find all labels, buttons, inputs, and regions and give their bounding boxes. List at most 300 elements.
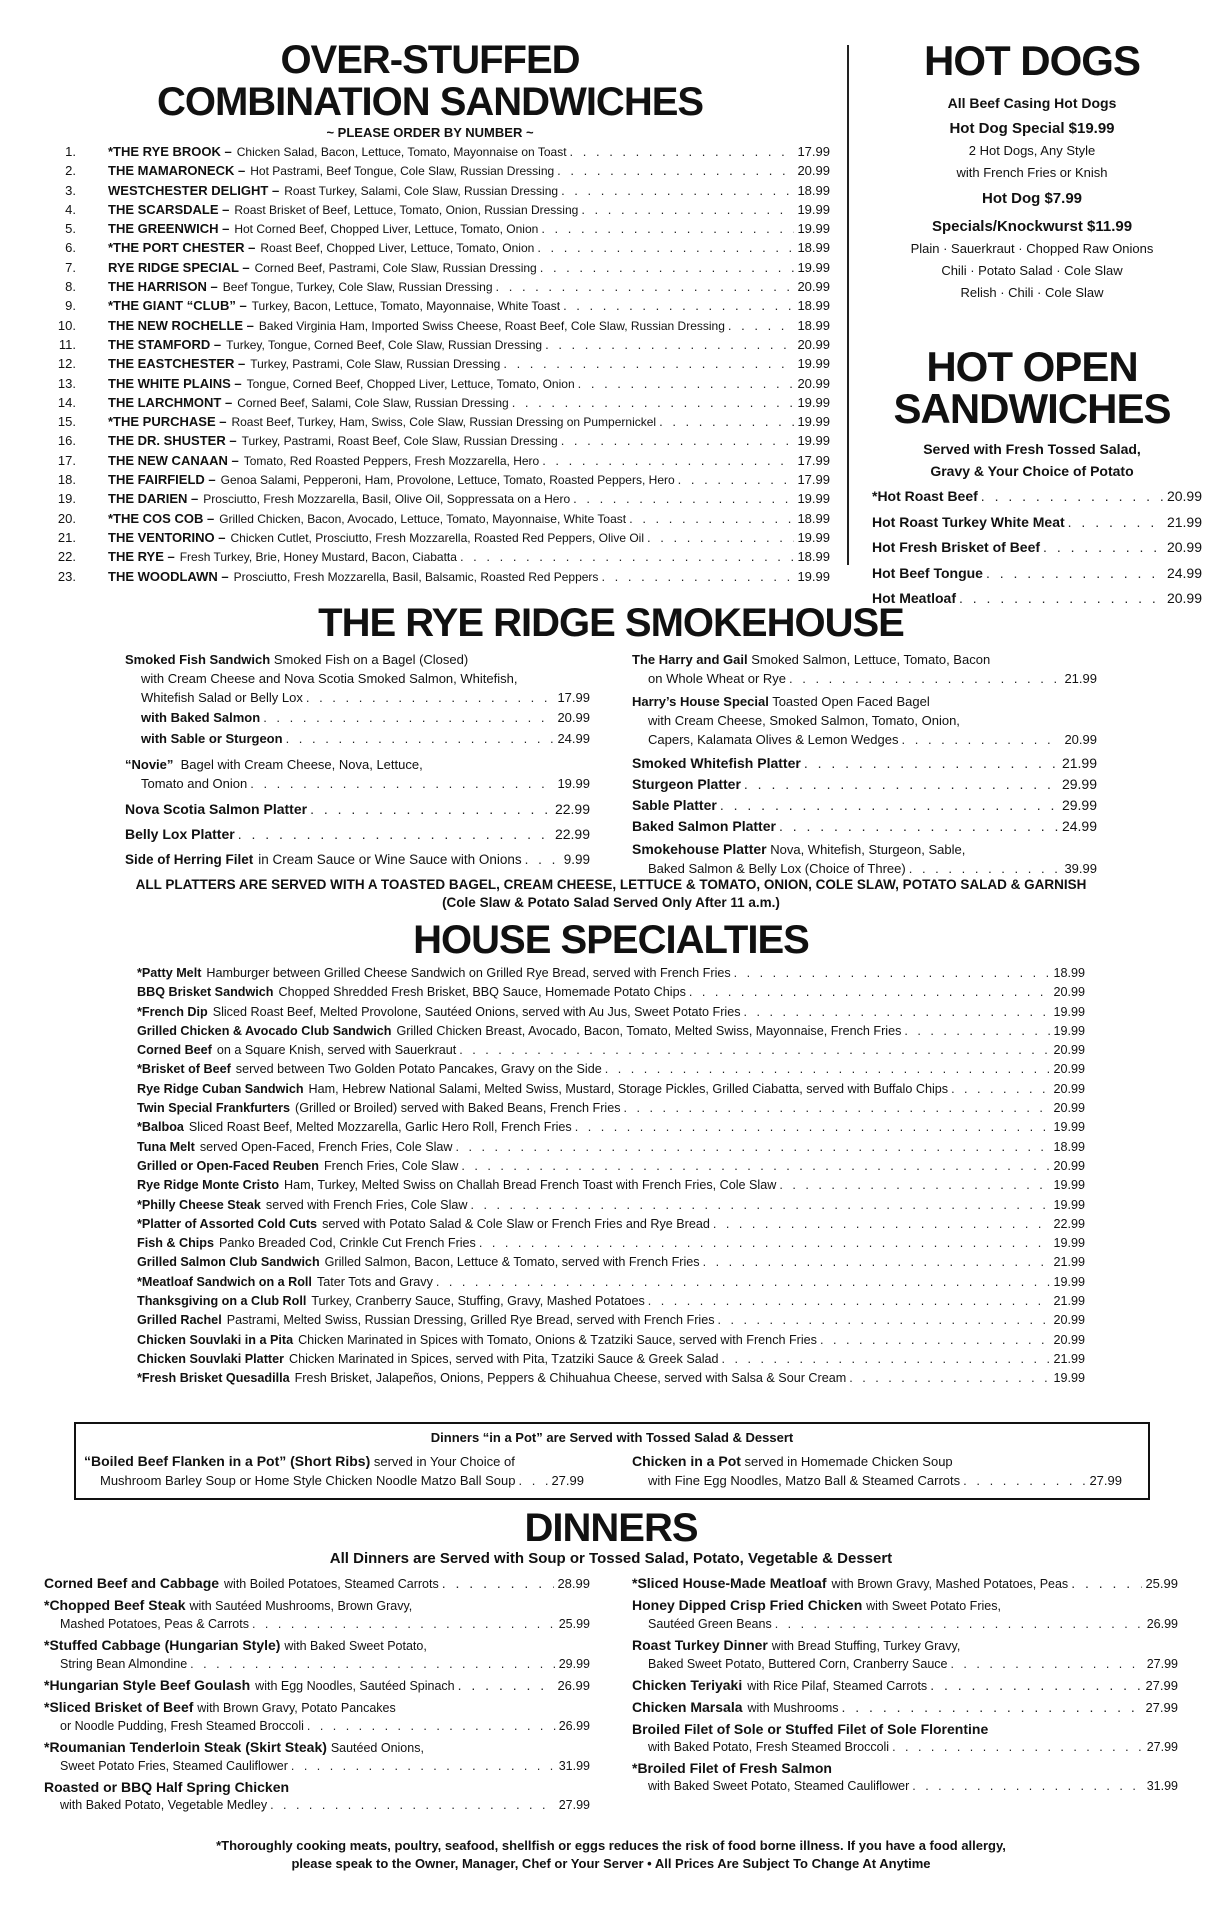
baked-platter-price: 24.99 [1061,818,1097,834]
dot-leader [503,356,794,371]
dot-leader [460,549,795,564]
dinner-detail: or Noodle Pudding, Fresh Steamed Broccoli [60,1719,304,1733]
specialty-name: Rye Ridge Cuban Sandwich [137,1081,304,1096]
sandwich-price: 19.99 [797,529,830,545]
specialty-name: *Patty Melt [137,966,202,980]
sandwich-name: THE GREENWICH – [108,221,230,237]
dot-leader [950,1655,1143,1673]
sandwich-row [30,549,830,568]
sandwich-name: THE NEW ROCHELLE – [108,317,254,333]
dot-leader [689,985,1051,999]
dinner-name: *Sliced Brisket of Beef [44,1699,194,1715]
pot-header: Dinners “in a Pot” are Served with Tossed Salad & Dessert [430,1430,794,1445]
harry-and-gail [632,650,1097,688]
dinner-price-row [44,1796,590,1814]
dinner-head [44,1698,590,1717]
baked-platter-row [632,816,1097,837]
herring-price: 9.99 [563,852,590,867]
dinner-name: *Stuffed Cabbage (Hungarian Style) [44,1637,281,1653]
sandwich-row [30,183,830,202]
pot-right [632,1452,1122,1490]
specialty-desc: Chopped Shredded Fresh Brisket, BBQ Sauce, Homemade Potato Chips [278,985,686,1000]
specialty-row [137,1333,1085,1352]
sandwich-number: 13. [57,375,76,391]
dinner-item [44,1738,590,1775]
sandwich-row [30,202,830,221]
hot-open-title-1: HOT OPEN [926,343,1138,390]
dot-leader [545,337,794,352]
sandwich-number: 8. [65,279,76,295]
dinner-price-row [632,1676,1178,1695]
sandwich-price: 18.99 [797,317,830,333]
sandwich-name: THE WHITE PLAINS – [108,375,242,391]
sturgeon-row [632,774,1097,795]
specialty-desc: (Grilled or Broiled) served with Baked Beans, French Fries [295,1101,621,1116]
pot-left-price-row [84,1471,584,1490]
dot-leader [459,1043,1050,1057]
sable-platter: Sable Platter [632,797,717,813]
sandwich-row [30,318,830,337]
sandwich-row [30,414,830,433]
specialty-name: *French Dip [137,1004,208,1019]
sandwich-row [30,298,830,317]
hot-dog-special-desc1: 2 Hot Dogs, Any Style [968,143,1096,158]
dinner-name: Chicken Marsala [632,1699,743,1715]
smoke-platter-desc: Nova, Whitefish, Sturgeon, Sable, [770,842,966,857]
pot-box [74,1422,1150,1500]
dot-leader [458,1676,555,1694]
specialty-price: 21.99 [1053,1294,1085,1309]
specialty-row [137,1101,1085,1120]
sandwich-desc: Roast Beef, Chopped Liver, Lettuce, Tomato, Onion [260,241,535,256]
dinner-price-row [44,1757,590,1775]
column-divider [847,45,849,565]
dinner-name: Roasted or BBQ Half Spring Chicken [44,1779,290,1795]
house-price: 20.99 [1064,732,1097,747]
sable-platter-row [632,795,1097,816]
dinner-name: Corned Beef and Cabbage [44,1575,220,1591]
pot-right-price: 27.99 [1089,1473,1122,1488]
sandwich-row [30,569,830,588]
dinner-item [632,1574,1178,1593]
dinner-desc: with Brown Gravy, Potato Pancakes [197,1701,396,1715]
dot-leader [930,1676,1142,1694]
house-desc: Toasted Open Faced Bagel [772,694,930,709]
sandwich-number: 16. [57,433,76,449]
dinner-item [632,1698,1178,1717]
dot-leader [512,395,795,410]
sandwich-desc: Grilled Chicken, Bacon, Avocado, Lettuce, Tomato, Mayonnaise, White Toast [219,511,627,526]
belly-platter-row [125,822,590,847]
hot-open-row [872,565,1202,591]
sandwich-name: THE FAIRFIELD – [108,472,216,488]
sandwich-number: 20. [57,510,76,526]
dinner-price-row [632,1574,1178,1593]
smoked-fish-sandwich [125,650,590,749]
herring: Side of Herring Filet [125,852,254,867]
dot-leader [647,530,794,545]
specialty-name: *Meatloaf Sandwich on a Roll [137,1274,312,1289]
nova-platter: Nova Scotia Salmon Platter [125,801,308,817]
specialty-price: 20.99 [1053,985,1085,1000]
dot-leader [659,414,794,429]
sandwich-name: *THE PORT CHESTER – [108,240,256,256]
sandwich-price: 17.99 [797,144,830,159]
dinner-item [44,1676,590,1695]
hot-open-name: Hot Beef Tongue [872,564,983,581]
pot-left-name: “Boiled Beef Flanken in a Pot” (Short Ribs) [84,1453,371,1469]
dinner-name: *Chopped Beef Steak [44,1597,186,1613]
specialty-row [137,1255,1085,1274]
sandwich-number: 15. [57,414,76,430]
smokehouse-left [125,650,590,872]
dinner-desc: with Boiled Potatoes, Steamed Carrots [224,1577,439,1591]
dinner-price: 27.99 [1146,1657,1178,1671]
hot-open-price: 20.99 [1166,539,1202,555]
smokehouse-platter [632,840,1097,878]
novie-name: “Novie” [125,757,174,772]
dinner-name: *Hungarian Style Beef Goulash [44,1677,251,1693]
sandwich-name: WESTCHESTER DELIGHT – [108,182,280,198]
dinner-head [632,1759,1178,1777]
sandwich-price: 20.99 [797,336,830,352]
specialty-name: Twin Special Frankfurters [137,1101,291,1116]
specialty-row [137,1178,1085,1197]
dinner-price-row [632,1615,1178,1633]
dinner-price: 27.99 [1146,1740,1178,1754]
dinner-price: 28.99 [557,1576,590,1591]
pot-right-desc: served in Homemade Chicken Soup [744,1454,953,1469]
pot-right-price-row [632,1471,1122,1490]
dinner-item [632,1636,1178,1673]
specialty-name: Grilled Rachel [137,1313,222,1328]
dot-leader [436,1275,1051,1289]
specialty-desc: Pastrami, Melted Swiss, Russian Dressing, Grilled Rye Bread, served with French Fries [226,1313,715,1328]
dinner-item [44,1636,590,1673]
sandwich-price: 18.99 [797,182,830,198]
sandwich-desc: Prosciutto, Fresh Mozzarella, Basil, Balsamic, Roasted Red Peppers [233,569,599,584]
dinner-price: 26.99 [1146,1617,1178,1631]
novie [125,755,590,793]
sandwich-name: THE SCARSDALE – [108,201,230,217]
dot-leader [561,433,795,448]
footer [0,1837,1222,1873]
sandwich-desc: Turkey, Pastrami, Roast Beef, Cole Slaw, Russian Dressing [241,434,558,449]
specialty-name: Grilled Chicken & Avocado Club Sandwich [137,1023,392,1038]
sandwich-row [30,433,830,452]
specialty-name: *Philly Cheese Steak [137,1197,261,1212]
dinner-head [44,1596,590,1615]
sandwich-desc: Tongue, Corned Beef, Chopped Liver, Lettuce, Tomato, Onion [246,376,575,391]
platter-note-2: (Cole Slaw & Potato Salad Served Only After 11 a.m.) [442,895,780,910]
dinner-name: Broiled Filet of Sole or Stuffed Filet of Sole Florentine [632,1721,989,1737]
specialty-price: 20.99 [1053,1043,1085,1058]
specialty-row [137,1294,1085,1313]
specialty-row [137,1217,1085,1236]
sandwich-name: *THE RYE BROOK – [108,144,232,159]
dinner-item [632,1720,1178,1756]
dinner-name: *Sliced House-Made Meatloaf [632,1575,827,1591]
sandwich-desc: Corned Beef, Pastrami, Cole Slaw, Russian Dressing [254,260,537,275]
herring-desc: in Cream Sauce or Wine Sauce with Onions [258,852,522,867]
specialty-desc: Fresh Brisket, Jalapeños, Onions, Peppers & Chihuahua Cheese, served with Salsa & Sour Cream [294,1371,847,1386]
sandwich-name: THE STAMFORD – [108,336,222,352]
hot-dog-special-desc2: with French Fries or Knish [956,165,1108,180]
hot-open-name: Hot Roast Turkey White Meat [872,513,1065,530]
dot-leader [629,511,794,526]
sandwich-name: THE DR. SHUSTER – [108,433,237,449]
specialty-name: Tuna Melt [137,1139,195,1154]
dinner-name: Roast Turkey Dinner [632,1637,768,1653]
belly-platter: Belly Lox Platter [125,826,235,842]
sandwich-row [30,144,830,163]
sturgeon-price: 29.99 [1061,776,1097,792]
dot-leader [728,318,795,333]
sandwich-number: 4. [65,201,76,217]
novie-price: 19.99 [557,776,590,791]
hot-open-price: 24.99 [1166,564,1202,581]
herring-row [125,847,590,872]
hot-open-name: Hot Fresh Brisket of Beef [872,539,1041,555]
sandwich-row [30,453,830,472]
specialty-price: 19.99 [1053,1120,1085,1135]
dot-leader [575,1120,1051,1134]
specialty-row [137,1352,1085,1371]
dinner-price-row [632,1777,1178,1795]
specialty-desc: Sliced Roast Beef, Melted Mozzarella, Garlic Hero Roll, French Fries [188,1120,572,1135]
specialty-row [137,1024,1085,1043]
sandwich-row [30,260,830,279]
sandwich-price: 19.99 [797,201,830,217]
specialty-price: 18.99 [1053,966,1085,980]
sandwich-number: 22. [57,549,76,565]
dinners-subtitle: All Dinners are Served with Soup or Tossed Salad, Potato, Vegetable & Dessert [329,1550,893,1567]
sandwich-desc: Beef Tongue, Turkey, Cole Slaw, Russian Dressing [222,280,493,295]
specialty-price: 19.99 [1053,1274,1085,1289]
sandwich-name: THE DARIEN – [108,491,199,507]
specialties-list [137,966,1085,1391]
smoke-platter-l2: Baked Salmon & Belly Lox (Choice of Three) [648,861,906,876]
dinners-right [632,1574,1178,1798]
dot-leader [722,1352,1051,1366]
house-price-row [632,730,1097,749]
dot-leader [779,1178,1050,1192]
sandwich-name: *THE GIANT “CLUB” – [108,298,247,314]
dot-leader [479,1236,1051,1250]
sandwich-number: 2. [65,163,76,179]
dot-leader [713,1217,1051,1231]
dinner-head [44,1738,590,1757]
specialty-desc: served Open-Faced, French Fries, Cole Slaw [199,1139,453,1154]
specialty-desc: French Fries, Cole Slaw [323,1158,459,1173]
sandwiches-subtitle: ~ PLEASE ORDER BY NUMBER ~ [326,125,534,140]
dinner-price-row [44,1574,590,1593]
specialty-row [137,1082,1085,1101]
sandwich-number: 23. [57,568,76,584]
dinner-head [632,1596,1178,1615]
dinner-item [44,1698,590,1735]
dot-leader [744,1005,1051,1019]
dot-leader [307,1717,556,1735]
specialties-title: HOUSE SPECIALTIES [413,918,809,962]
dot-leader [842,1698,1143,1716]
sandwich-name: *THE PURCHASE – [108,414,227,430]
specialty-row [137,966,1085,985]
dinner-desc: with Baked Sweet Potato, [284,1639,427,1653]
sandwich-number: 21. [57,529,76,545]
hot-open-served-1: Served with Fresh Tossed Salad, [923,441,1141,457]
dot-leader [1071,1574,1142,1592]
sandwich-price: 17.99 [797,452,830,468]
dinner-name: Chicken Teriyaki [632,1677,743,1693]
sable-platter-price: 29.99 [1061,797,1097,813]
specialty-price: 21.99 [1053,1255,1085,1270]
specialty-name: *Balboa [137,1120,184,1135]
dot-leader [703,1255,1051,1269]
hot-open-price: 21.99 [1166,513,1202,530]
sandwich-price: 20.99 [797,375,830,391]
dinner-detail: with Baked Sweet Potato, Steamed Cauliflower [648,1779,910,1793]
sandwich-price: 19.99 [797,394,830,410]
specialty-price: 18.99 [1053,1139,1085,1154]
dinner-item [632,1596,1178,1633]
sandwich-row [30,163,830,182]
hot-open-row [872,488,1202,514]
sandwich-price: 19.99 [797,568,830,584]
specialty-desc: Panko Breaded Cod, Crinkle Cut French Fries [218,1236,476,1251]
specialty-desc: served between Two Golden Potato Pancakes, Gravy on the Side [235,1062,602,1077]
specialty-price: 20.99 [1053,1062,1085,1077]
dot-leader [601,569,794,584]
sandwich-name: *THE COS COB – [108,510,215,526]
smoked-fish-l3: Whitefish Salad or Belly Lox [141,690,303,705]
sandwich-name: THE VENTORINO – [108,529,226,545]
specialty-price: 19.99 [1053,1023,1085,1038]
baked-platter: Baked Salmon Platter [632,818,776,834]
sandwich-price: 20.99 [797,279,830,295]
sandwich-row [30,491,830,510]
dinner-item [44,1574,590,1593]
dinner-name: *Broiled Filet of Fresh Salmon [632,1760,832,1776]
dot-leader [456,1140,1051,1154]
dot-leader [570,144,795,159]
dinner-price: 25.99 [1145,1576,1178,1591]
sandwich-number: 11. [58,336,76,352]
dinner-price: 25.99 [558,1617,590,1631]
specialty-name: Chicken Souvlaki Platter [137,1351,284,1366]
specialty-desc: Chicken Marinated in Spices with Tomato, Onions & Tzatziki Sauce, served with French Fries [298,1332,817,1347]
sandwich-desc: Roast Turkey, Salami, Cole Slaw, Russian Dressing [284,183,559,198]
dot-leader [820,1333,1051,1347]
smoked-fish-price-row [125,688,590,707]
sandwiches-title-2: COMBINATION SANDWICHES [156,80,704,124]
harry-name: The Harry and Gail [632,652,748,667]
sandwich-row [30,530,830,549]
dinner-item [44,1596,590,1633]
dinner-price-row [44,1717,590,1735]
dot-leader [892,1738,1144,1756]
hot-dogs-title: HOT DOGS [923,37,1140,84]
dinner-price: 26.99 [557,1678,590,1693]
dot-leader [190,1655,556,1673]
platter-note [0,876,1222,912]
sandwich-price: 19.99 [797,433,830,449]
specialty-price: 19.99 [1053,1004,1085,1019]
dot-leader [496,279,795,294]
dinner-price-row [632,1738,1178,1756]
specialty-name: Thanksgiving on a Club Roll [137,1294,307,1309]
sandwich-name: THE MAMARONECK – [108,163,246,179]
dot-leader [270,1796,556,1814]
dinner-price: 31.99 [1146,1779,1178,1793]
smoked-fish-l2: with Cream Cheese and Nova Scotia Smoked Salmon, Whitefish, [141,671,518,686]
sandwich-name: RYE RIDGE SPECIAL – [108,259,250,275]
specialty-name: *Fresh Brisket Quesadilla [137,1371,290,1386]
dinner-desc: with Mushrooms [747,1701,839,1715]
specialty-price: 19.99 [1053,1178,1085,1193]
dinner-head [44,1778,590,1796]
house-l2: with Cream Cheese, Smoked Salmon, Tomato, Onion, [648,713,960,728]
specialty-desc: served with Potato Salad & Cole Slaw or French Fries and Rye Bread [322,1216,710,1231]
dot-leader [912,1777,1143,1795]
sandwich-name: THE HARRISON – [108,279,218,295]
hot-dog-special: Hot Dog Special $19.99 [949,120,1115,137]
sandwich-price: 17.99 [797,472,830,488]
dinner-detail: with Baked Potato, Vegetable Medley [60,1798,268,1812]
dinner-item [632,1676,1178,1695]
harry-price-row [632,669,1097,688]
dinner-price: 27.99 [1145,1700,1178,1715]
whitefish-row [632,753,1097,774]
smoked-fish-desc: Smoked Fish on a Bagel (Closed) [273,652,469,667]
footer-line-1: *Thoroughly cooking meats, poultry, seafood, shellfish or eggs reduces the risk of food borne illness. If you have a food allergy, [216,1838,1006,1853]
dinner-detail: Baked Sweet Potato, Buttered Corn, Cranberry Sauce [648,1657,948,1671]
dinner-head [44,1636,590,1655]
specialty-name: Rye Ridge Monte Cristo [137,1178,280,1193]
sandwich-number: 12. [57,356,76,372]
sandwich-desc: Roast Brisket of Beef, Lettuce, Tomato, Onion, Russian Dressing [234,202,579,217]
sandwiches-title-1: OVER-STUFFED [280,38,580,82]
specialty-row [137,1371,1085,1390]
dot-leader [291,1757,556,1775]
sandwich-row [30,221,830,240]
specialty-name: Corned Beef [137,1043,212,1058]
specialty-row [137,1159,1085,1178]
sandwich-name: THE WOODLAWN – [108,568,229,584]
sandwich-name: THE LARCHMONT – [108,394,233,410]
sandwich-row [30,376,830,395]
harry-price: 21.99 [1064,671,1097,686]
specialty-desc: Tater Tots and Gravy [316,1274,433,1289]
hot-open-title-2: SANDWICHES [893,385,1171,432]
hot-open-price: 20.99 [1166,488,1202,504]
smoke-platter-name: Smokehouse Platter [632,841,767,857]
dot-leader [541,221,794,236]
dot-leader [537,240,794,255]
specialty-row [137,1236,1085,1255]
sandwich-name: THE EASTCHESTER – [108,356,246,372]
sandwich-row [30,337,830,356]
pot-right-l2: with Fine Egg Noodles, Matzo Ball & Steamed Carrots [648,1473,961,1488]
sandwich-desc: Turkey, Bacon, Lettuce, Tomato, Mayonnaise, White Toast [251,299,561,314]
dot-leader [624,1101,1051,1115]
specialty-desc: Ham, Turkey, Melted Swiss on Challah Bread French Toast with French Fries, Cole Slaw [284,1178,777,1193]
dot-leader [648,1294,1051,1308]
specialty-row [137,1275,1085,1294]
harry-l2: on Whole Wheat or Rye [648,671,787,686]
house-l3: Capers, Kalamata Olives & Lemon Wedges [648,732,899,747]
dinner-name: *Roumanian Tenderloin Steak (Skirt Steak) [44,1739,327,1755]
